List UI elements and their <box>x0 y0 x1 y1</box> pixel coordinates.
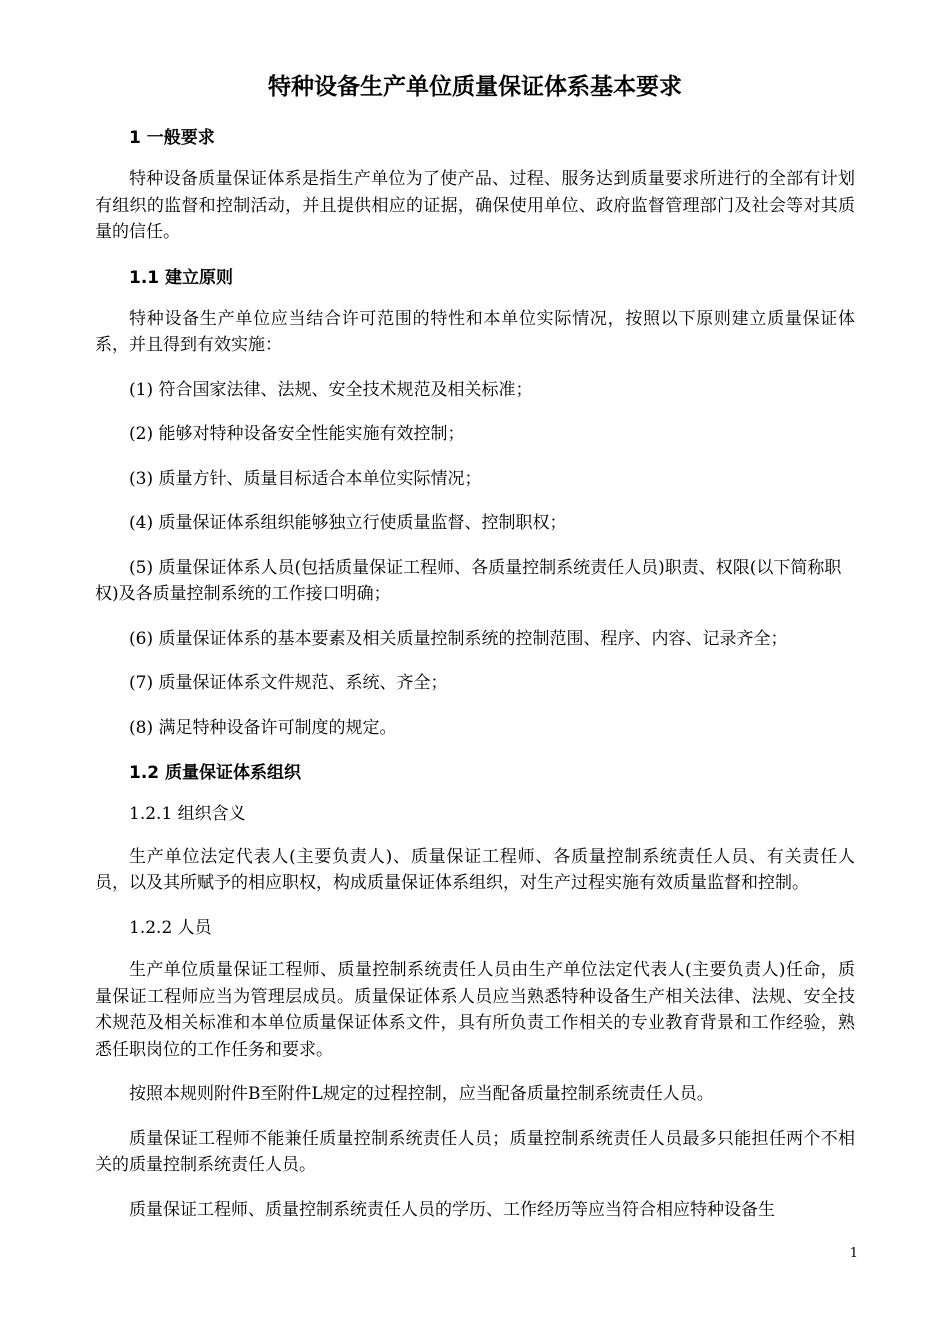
list-item: (1) 符合国家法律、法规、安全技术规范及相关标准； <box>129 379 533 400</box>
paragraph: 特种设备质量保证体系是指生产单位为了使产品、过程、服务达到质量要求所进行的全部有计划有组织的监督和控制活动，并且提供相应的证据，确保使用单位、政府监督管理部门及社会等对其质量的信任。 <box>95 169 855 242</box>
list-item: (3) 质量方针、质量目标适合本单位实际情况； <box>129 468 482 489</box>
list-item: (7) 质量保证体系文件规范、系统、齐全； <box>129 673 448 693</box>
section-heading-1-2: 1.2 质量保证体系组织 <box>129 763 302 783</box>
subsection-heading-1-2-2: 1.2.2 人员 <box>129 917 212 938</box>
paragraph: 按照本规则附件B至附件L规定的过程控制，应当配备质量控制系统责任人员。 <box>129 1084 714 1104</box>
section-heading-1-1: 1.1 建立原则 <box>129 267 234 288</box>
subsection-heading-1-2-1: 1.2.1 组织含义 <box>129 804 246 824</box>
paragraph: 生产单位法定代表人(主要负责人)、质量保证工程师、各质量控制系统责任人员、有关责任人员，以及其所赋予的相应职权，构成质量保证体系组织，对生产过程实施有效质量监督和控制。 <box>95 846 855 893</box>
paragraph: 质量保证工程师不能兼任质量控制系统责任人员；质量控制系统责任人员最多只能担任两个不相关的质量控制系统责任人员。 <box>95 1128 855 1175</box>
paragraph: 生产单位质量保证工程师、质量控制系统责任人员由生产单位法定代表人(主要负责人)任命，质量保证工程师应当为管理层成员。质量保证体系人员应当熟悉特种设备生产相关法律、法规、安全技术规范及相关标准和本单位质量保证体系文件，具有所负责工作相关的专业教育背景和工作经验，熟悉任职岗位的工作任务和要求。 <box>95 960 855 1060</box>
list-item: (2) 能够对特种设备安全性能实施有效控制； <box>129 424 465 444</box>
list-item: (4) 质量保证体系组织能够独立行使质量监督、控制职权； <box>129 513 567 533</box>
paragraph: 质量保证工程师、质量控制系统责任人员的学历、工作经历等应当符合相应特种设备生 <box>129 1199 775 1220</box>
list-item: (5) 质量保证体系人员(包括质量保证工程师、各质量控制系统责任人员)职责、权限(以下简称职权)及各质量控制系统的工作接口明确； <box>95 557 842 604</box>
paragraph: 特种设备生产单位应当结合许可范围的特性和本单位实际情况，按照以下原则建立质量保证体系，并且得到有效实施： <box>95 308 855 355</box>
document-body <box>95 70 855 1241</box>
page-title: 特种设备生产单位质量保证体系基本要求 <box>268 74 682 100</box>
page-number: 1 <box>849 1246 858 1261</box>
section-heading-1: 1 一般要求 <box>129 128 215 148</box>
list-item: (6) 质量保证体系的基本要素及相关质量控制系统的控制范围、程序、内容、记录齐全； <box>129 628 788 649</box>
list-item: (8) 满足特种设备许可制度的规定。 <box>129 717 397 738</box>
